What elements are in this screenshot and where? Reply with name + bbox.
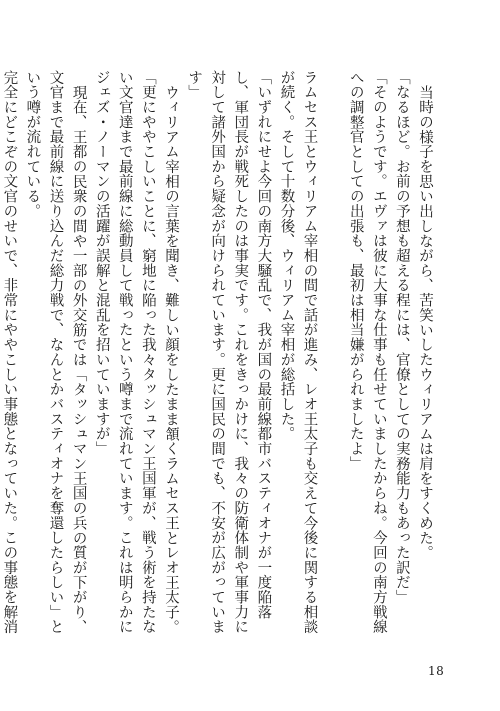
paragraph: 当時の様子を思い出しながら、苦笑いしたウィリアムは肩をすくめた。 (417, 84, 433, 560)
paragraph: ウィリアム宰相の言葉を聞き、難しい顔をしたまま頷くラムセス王とレオ王太子。 (162, 84, 179, 634)
paragraph-dialogue: 「いずれにせよ今回の南方大騒乱で、我が国の最前線都市バスティオナが一度陥落し、軍団長が戦死したのは事実です。これをきっかけに、我々の防衛体制や軍事力に対して諸外国から疑念が向けられています。更に国民の間でも、不安が広がっています」 (186, 70, 272, 635)
paragraph: 現在、王都の民衆の間や一部の外交筋では「タッシュマン王国の兵の質が下がり、文官まで最前線に送り込んだ総力戦で、なんとかバスティオナを奪還したらしい」という噂が流れている。 (24, 70, 87, 635)
paragraph-dialogue: 「更にややこしいことに、窮地に陥った我々タッシュマン王国軍が、戦う術を持たない文官達まで最前線に総動員して戦ったという噂まで流れています。これは明らかにジェズ・ノーマンの活躍が誤解と混乱を招いていますが」 (93, 70, 156, 635)
section-gap (321, 70, 344, 635)
paragraph: ラムセス王とウィリアム宰相の間で話が進み、レオ王太子も交えて今後に関する相談が続く。そして十数分後、ウィリアム宰相が総括した。 (278, 70, 318, 635)
paragraph-dialogue: 「そのようです。エヴァは彼に大事な仕事も任せていましたからね。今回の南方戦線への調整官としての出張も、最初は相当嫌がられましたよ」 (347, 70, 387, 635)
paragraph-dialogue: 「なるほど。お前の予想も超える程には、官僚としての実務能力もあった訳だ」 (393, 70, 410, 605)
page-number: 18 (428, 664, 445, 678)
paragraph: 完全にどこぞの文官のせいで、非常にややこしい事態となっていた。この事態を解消 (1, 70, 18, 635)
vertical-text-body (1, 70, 436, 635)
